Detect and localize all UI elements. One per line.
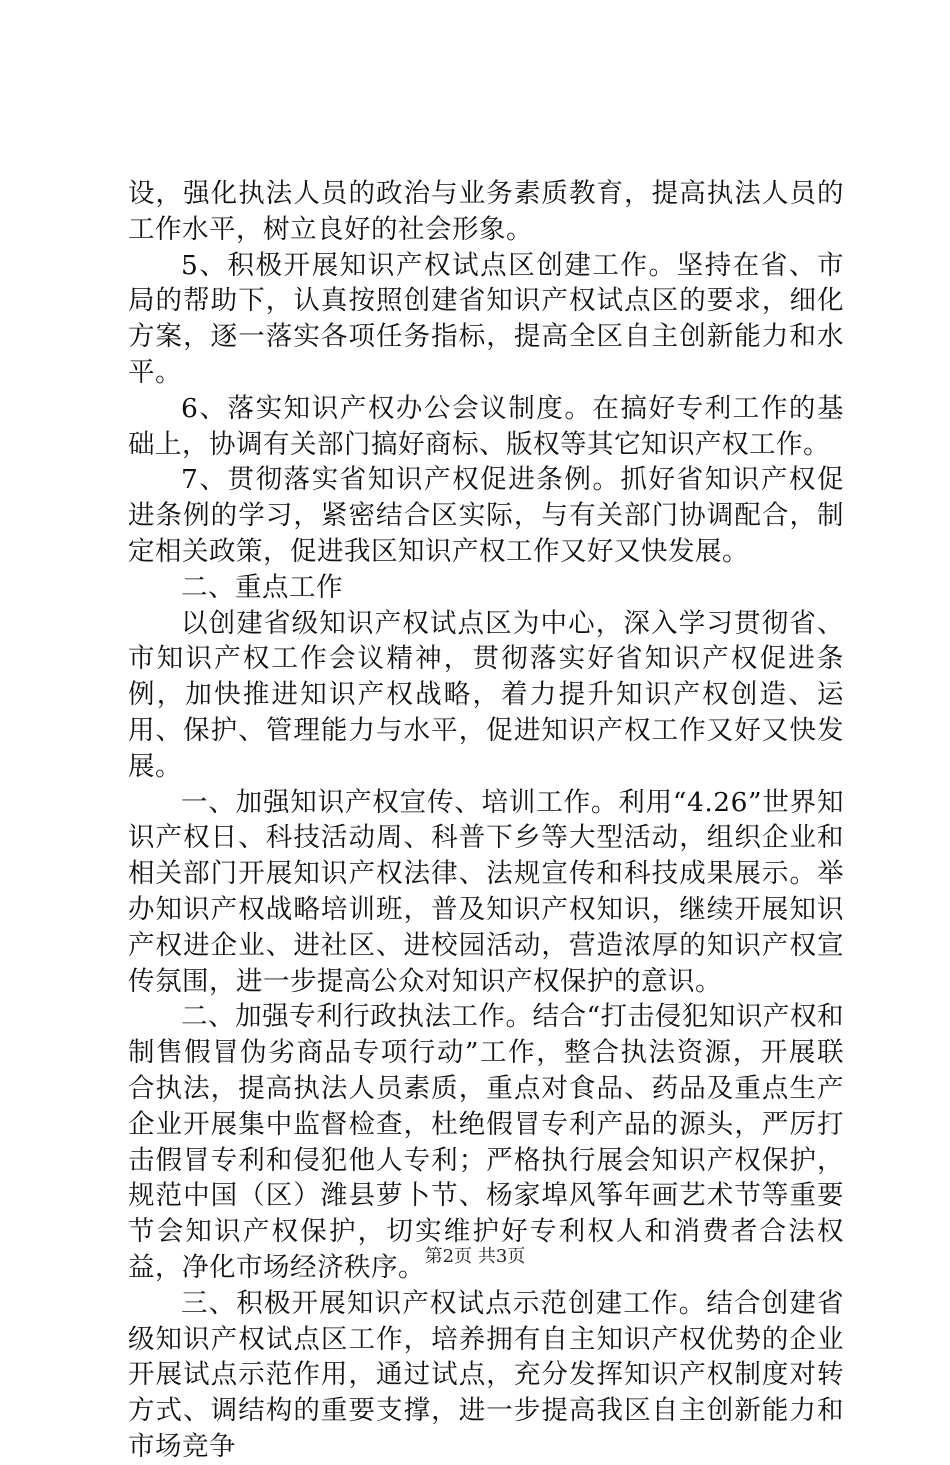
paragraph-continuation: 设，强化执法人员的政治与业务素质教育，提高执法人员的工作水平，树立良好的社会形象。 [128, 178, 844, 245]
section-heading: 二、重点工作 [181, 571, 343, 603]
paragraph-point-2: 二、加强专利行政执法工作。结合“打击侵犯知识产权和制售假冒伪劣商品专项行动”工作，整合执法资源，开展联合执法，提高执法人员素质，重点对食品、药品及重点生产企业开展集中监督检查，杜绝假冒专利产品的源头，严厉打击假冒专利和侵犯他人专利；严格执行展会知识产权保护，规范中国（区）潍县萝卜节、杨家埠风筝年画艺术节等重要节会知识产权保护，切实维护好专利权人和消费者合法权益，净化市场经济秩序。 [128, 1001, 844, 1283]
paragraph-point-1: 一、加强知识产权宣传、培训工作。利用“4.26”世界知识产权日、科技活动周、科普下乡等大型活动，组织企业和相关部门开展知识产权法律、法规宣传和科技成果展示。举办知识产权战略培训班，普及知识产权知识，继续开展知识产权进企业、进社区、进校园活动，营造浓厚的知识产权宣传氛围，进一步提高公众对知识产权保护的意识。 [128, 786, 844, 997]
paragraph-item-6: 6、落实知识产权办公会议制度。在搞好专利工作的基础上，协调有关部门搞好商标、版权等其它知识产权工作。 [128, 392, 844, 460]
paragraph-item-7: 7、贯彻落实省知识产权促进条例。抓好省知识产权促进条例的学习，紧密结合区实际，与有关部门协调配合，制定相关政策，促进我区知识产权工作又好又快发展。 [128, 464, 844, 567]
page-number-footer: 第2页 共3页 [424, 1246, 526, 1267]
document-body [128, 176, 844, 1465]
paragraph-item-5: 5、积极开展知识产权试点区创建工作。坚持在省、市局的帮助下，认真按照创建省知识产权试点区的要求，细化方案，逐一落实各项任务指标，提高全区自主创新能力和水平。 [128, 249, 844, 388]
paragraph-intro: 以创建省级知识产权试点区为中心，深入学习贯彻省、市知识产权工作会议精神，贯彻落实好省知识产权促进条例，加快推进知识产权战略，着力提升知识产权创造、运用、保护、管理能力与水平，促进知识产权工作又好又快发展。 [128, 607, 844, 782]
paragraph-point-3: 三、积极开展知识产权试点示范创建工作。结合创建省级知识产权试点区工作，培养拥有自主知识产权优势的企业开展试点示范作用，通过试点，充分发挥知识产权制度对转方式、调结构的重要支撑，进一步提高我区自主创新能力和市场竞争 [128, 1287, 844, 1462]
